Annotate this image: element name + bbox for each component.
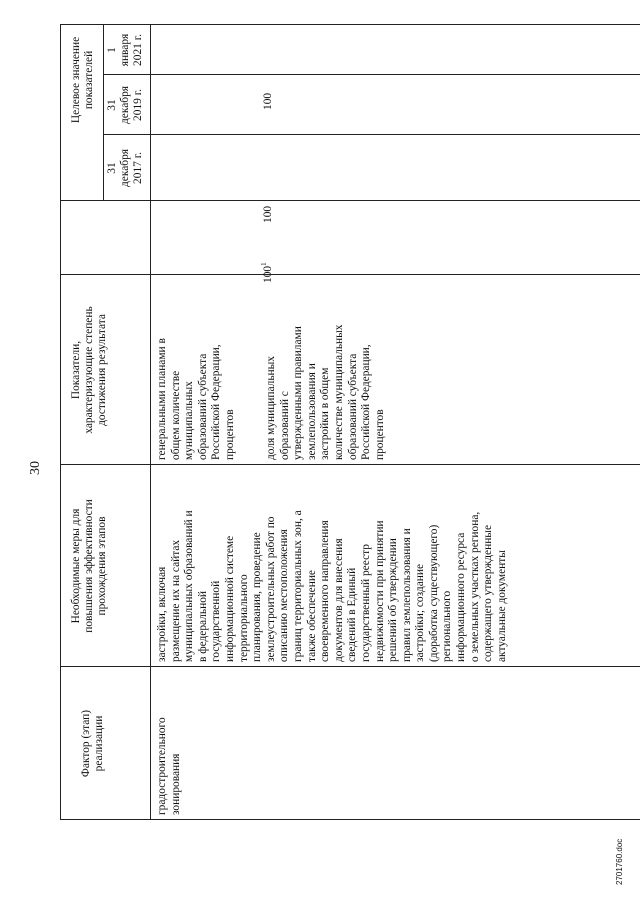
cell-indicators-part2: доля муниципальных образований с утвержденными правилами землепользования и застройки в общем количестве муниципальных образований субъекта Российской Федерации, процентов (265, 324, 386, 460)
col-border-4 (60, 200, 640, 201)
header-target-values: Целевое значение показателей (70, 36, 95, 124)
table-top-border (60, 25, 61, 820)
header-bottom-border (150, 25, 151, 820)
header-indicators: Показатели, характеризующие степень достижения результата (70, 306, 108, 434)
target-group-divider (103, 25, 104, 201)
footer-filename: 2701760.doc (615, 838, 624, 885)
value-2019: 100 (262, 205, 274, 223)
col-border-1 (60, 666, 640, 667)
header-measures: Необходимые меры для повышения эффективности прохождения этапов (70, 499, 108, 633)
header-date-2017: 31 декабря 2017 г. (106, 149, 144, 187)
value-2021: 100 (262, 92, 274, 110)
header-factor: Фактор (этап) реализации (80, 709, 105, 778)
col-border-5 (103, 134, 640, 135)
header-date-2021: 1 января 2021 г. (106, 33, 144, 67)
page-number: 30 (28, 461, 43, 475)
cell-indicators-part1: генеральными планами в общем количестве муниципальных образований субъекта Российской Федерации, процентов (156, 338, 236, 460)
col-border-7 (60, 24, 640, 25)
col-border-0 (60, 819, 640, 820)
col-border-6 (103, 74, 640, 75)
footnote-marker: 1 (260, 262, 269, 266)
cell-measures: застройки, включая размещение их на сайтах муниципальных образований и в федеральной государственной информационной системе территориального планирования, проведение землеустроительных работ по описанию местоположения границ территориальных зон, а также обеспечение своевременного направления документов для внесения сведений в Единый государственный реестр недвижимости при принятии решений об утверждении правил землепользования и застройки; создание (доработка существующего) регионального информационного ресурса о земельных участках региона, содержащего утвержденные актуальные документы (156, 510, 508, 662)
value-2017: $100^1$ (260, 262, 274, 283)
header-date-2019: 31 декабря 2019 г. (106, 86, 144, 124)
cell-factor: градостроительного зонирования (156, 717, 182, 815)
col-border-3 (60, 274, 640, 275)
col-border-2 (60, 464, 640, 465)
